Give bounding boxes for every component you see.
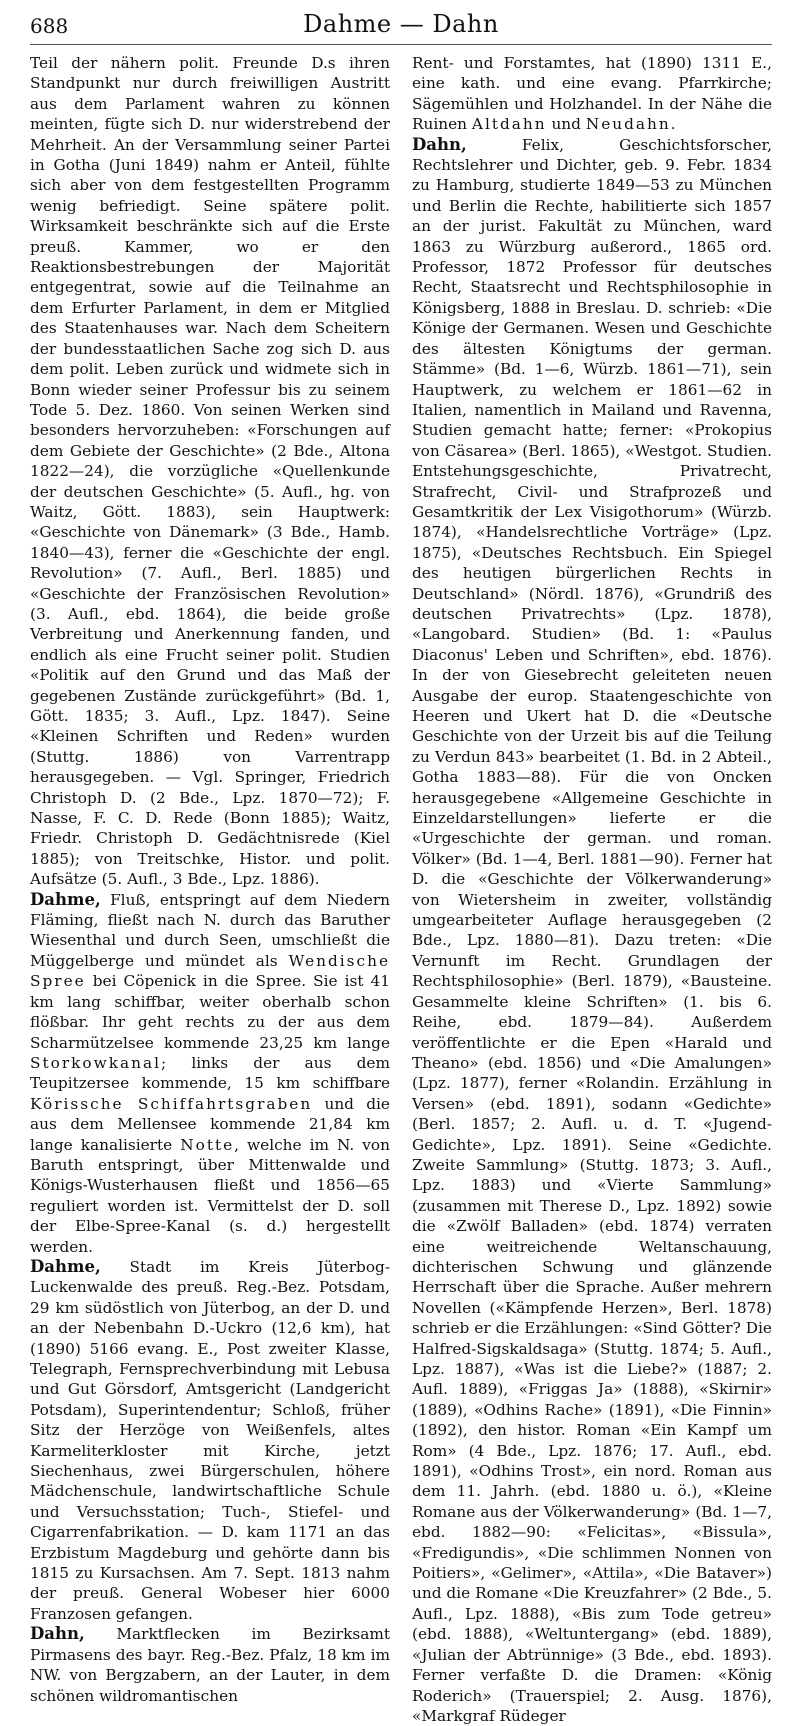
paragraph-continuation xyxy=(412,53,772,135)
spaced-term: Neudahn xyxy=(585,115,671,134)
running-title: Dahme — Dahn xyxy=(303,10,499,38)
spaced-term: Storkowkanal xyxy=(30,1053,161,1072)
headword: Dahme, xyxy=(30,889,101,909)
entry-text: Felix, Geschichtsforscher, Rechtslehrer und Dichter, geb. 9. Febr. 1834 zu Hamburg, studierte 1849—53 zu München und Berlin die Rechte, habilitierte sich 1857 an der jurist. Fakultät zu München, ward 1863 zu Würzburg außerord., 1865 ord. Professor, 1872 Professor für deutsches Recht, Staatsrecht und Rechtsphilosophie in Königsberg, 1888 in Breslau. D. schrieb: «Die Könige der Germanen. Wesen und Geschichte des ältesten Königtums der german. Stämme» (Bd. 1—6, Würzb. 1861—71), sein Hauptwerk, zu welchem er 1861—62 in Italien, namentlich in Mailand und Ravenna, Studien gemacht hatte; ferner: «Prokopius von Cäsarea» (Berl. 1865), «Westgot. Studien. Entstehungsgeschichte, Privatrecht, Strafrecht, Civil- und Strafprozeß und Gesamtkritik der Lex Visigothorum» (Würzb. 1874), «Handelsrechtliche Vorträge» (Lpz. 1875), «Deutsches Rechtsbuch. Ein Spiegel des heutigen bürgerlichen Rechts in Deutschland» (Nördl. 1876), «Grundriß des deutschen Privatrechts» (Lpz. 1878), «Langobard. Studien» (Bd. 1: «Paulus Diaconus' Leben und Schriften», ebd. 1876). In der von Giesebrecht geleiteten neuen Ausgabe der europ. Staatengeschichte von Heeren und Ukert hat D. die «Deutsche Geschichte von der Urzeit bis auf die Teilung zu Verdun 843» bearbeitet (1. Bd. in 2 Abteil., Gotha 1883—88). Für die von Oncken herausgegebene «Allgemeine Geschichte in Einzeldarstellungen» lieferte er die «Urgeschichte der german. und roman. Völker» (Bd. 1—4, Berl. 1881—90). Ferner hat D. die «Geschichte der Völkerwanderung» von Wietersheim in zweiter, vollständig umgearbeiteter Auflage herausgegeben (2 Bde., Lpz. 1880—81). Dazu treten: «Die Vernunft im Recht. Grundlagen der Rechtsphilosophie» (Berl. 1879), «Bausteine. Gesammelte kleine Schriften» (1. bis 6. Reihe, ebd. 1879—84). Außerdem veröffentlichte er die Epen «Harald und Theano» (ebd. 1856) und «Die Amalungen» (Lpz. 1877), ferner «Rolandin. Erzählung in Versen» (ebd. 1891), sodann «Gedichte» (Berl. 1857; 2. Aufl. u. d. T. «Jugend-Gedichte», Lpz. 1891). Seine «Gedichte. Zweite Sammlung» (Stuttg. 1873; 3. Aufl., Lpz. 1883) und «Vierte Sammlung» (zusammen mit Therese D., Lpz. 1892) sowie die «Zwölf Balladen» (ebd. 1874) verraten eine weitreichende Weltanschauung, dichterischen Schwung und glänzende Herrschaft über die Sprache. Außer mehrern Novellen («Kämpfende Herzen», Berl. 1878) schrieb er die Erzählungen: «Sind Götter? Die Halfred-Sigskaldsaga» (Stuttg. 1874; 5. Aufl., Lpz. 1887), «Was ist die Liebe?» (1887; 2. Aufl. 1889), «Friggas Ja» (1888), «Skirnir» (1889), «Odhins Rache» (1891), «Die Finnin» (1892), den histor. Roman «Ein Kampf um Rom» (4 Bde., Lpz. 1876; 17. Aufl., ebd. 1891), «Odhins Trost», ein nord. Roman aus dem 11. Jahrh. (ebd. 1880 u. ö.), «Kleine Romane aus der Völkerwanderung» (Bd. 1—7, ebd. 1882—90: «Felicitas», «Bissula», «Fredigundis», «Die schlimmen Nonnen von Poitiers», «Gelimer», «Attila», «Die Bataver») und die Romane «Die Kreuzfahrer» (2 Bde., 5. Aufl., Lpz. 1888), «Bis zum Tode getreu» (ebd. 1888), «Weltuntergang» (ebd. 1889), «Julian der Abtrünnige» (3 Bde., ebd. 1893). Ferner verfaßte D. die Dramen: «König Roderich» (Trauerspiel; 2. Ausg. 1876), «Markgraf Rüdeger xyxy=(412,135,772,1725)
entry-text: und xyxy=(546,115,586,134)
entry-text: Marktflecken im Bezirksamt Pirmasens des bayr. Reg.-Bez. Pfalz, 18 km im NW. von Bergzabern, an der Lauter, in dem schönen wildromantischen xyxy=(30,1625,390,1705)
left-column xyxy=(30,53,390,1726)
right-column xyxy=(412,53,772,1726)
entry-text: bei Cöpenick in die Spree. Sie ist 41 km lang schiffbar, weiter oberhalb schon flößbar. Ihr geht rechts zu der aus dem Scharmützelsee kommende 23,25 km lange xyxy=(30,972,390,1052)
entry-text: Stadt im Kreis Jüterbog-Luckenwalde des preuß. Reg.-Bez. Potsdam, 29 km südöstlich von Jüterbog, an der D. und an der Nebenbahn D.-Uckro (12,6 km), hat (1890) 5166 evang. E., Post zweiter Klasse, Telegraph, Fernsprechverbindung mit Lebusa und Gut Görsdorf, Amtsgericht (Landgericht Potsdam), Superintendentur; Schloß, früher Sitz der Herzöge von Weißenfels, altes Karmeliterkloster mit Kirche, jetzt Siechenhaus, zwei Bürgerschulen, höhere Mädchenschule, landwirtschaftliche Schule und Versuchsstation; Tuch-, Stiefel- und Cigarrenfabrikation. — D. kam 1171 an das Erzbistum Magdeburg und gehörte dann bis 1815 zu Kursachsen. Am 7. Sept. 1813 nahm der preuß. General Wobeser hier 6000 Franzosen gefangen. xyxy=(30,1257,390,1623)
spaced-term: Körissche Schiffahrtsgraben xyxy=(30,1094,313,1113)
spaced-term: Altdahn xyxy=(471,115,547,134)
headword: Dahme, xyxy=(30,1256,101,1276)
entry-text: ; links der aus dem Teupitzersee kommende, 15 km schiffbare xyxy=(30,1053,390,1093)
entry-dahn-felix xyxy=(412,135,772,1726)
entry-text: Fluß, entspringt auf dem Niedern Fläming, fließt nach N. durch das Baruther Wiesenthal und durch Seen, umschließt die Müggelberge und mündet als xyxy=(30,890,390,970)
spaced-term: Notte xyxy=(180,1135,235,1154)
headword: Dahn, xyxy=(412,134,467,154)
entry-dahme-river xyxy=(30,890,390,1257)
spaced-term: Wendische Spree xyxy=(30,951,390,991)
entry-dahn-market xyxy=(30,1624,390,1706)
entry-text: Rent- und Forstamtes, hat (1890) 1311 E., eine kath. und eine evang. Pfarrkirche; Sägemühlen und Holzhandel. In der Nähe die Ruinen xyxy=(412,54,772,134)
entry-text: . xyxy=(670,115,676,134)
entry-dahme-town xyxy=(30,1257,390,1624)
page-number: 688 xyxy=(30,14,69,38)
text-columns xyxy=(30,53,772,1726)
paragraph-continuation: Teil der nähern polit. Freunde D.s ihren Standpunkt nur durch freiwilligen Austritt aus dem Parlament wahren zu können meinten, fügte sich D. nur widerstrebend der Mehrheit. An der Versammlung seiner Partei in Gotha (Juni 1849) nahm er Anteil, fühlte sich aber von dem festgestellten Programm wenig befriedigt. Seine spätere polit. Wirksamkeit beschränkte sich auf die Erste preuß. Kammer, wo er den Reaktionsbestrebungen der Majorität entgegentrat, sowie auf die Teilnahme an dem Erfurter Parlament, in dem er Mitglied des Staatenhauses war. Nach dem Scheitern der bundesstaatlichen Sache zog sich D. aus dem polit. Leben zurück und widmete sich in Bonn wieder seiner Professur bis zu seinem Tode 5. Dez. 1860. Von seinen Werken sind besonders hervorzuheben: «Forschungen auf dem Gebiete der Geschichte» (2 Bde., Altona 1822—24), die vorzügliche «Quellenkunde der deutschen Geschichte» (5. Aufl., hg. von Waitz, Gött. 1883), sein Hauptwerk: «Geschichte von Dänemark» (3 Bde., Hamb. 1840—43), ferner die «Geschichte der engl. Revolution» (7. Aufl., Berl. 1885) und «Geschichte der Französischen Revolution» (3. Aufl., ebd. 1864), die beide große Verbreitung und Anerkennung fanden, und endlich als eine Frucht seiner polit. Studien «Politik auf den Grund und das Maß der gegebenen Zustände zurückgeführt» (Bd. 1, Gött. 1835; 3. Aufl., Lpz. 1847). Seine «Kleinen Schriften und Reden» wurden (Stuttg. 1886) von Varrentrapp herausgegeben. — Vgl. Springer, Friedrich Christoph D. (2 Bde., Lpz. 1870—72); F. Nasse, F. C. D. Rede (Bonn 1885); Waitz, Friedr. Christoph D. Gedächtnisrede (Kiel 1885); von Treitschke, Histor. und polit. Aufsätze (5. Aufl., 3 Bde., Lpz. 1886). xyxy=(30,54,390,889)
entry-text: und die aus dem Mellensee kommende 21,84 km lange kanalisierte xyxy=(30,1094,390,1154)
page-header xyxy=(30,8,772,45)
headword: Dahn, xyxy=(30,1624,85,1644)
entry-text: , welche im N. von Baruth entspringt, über Mittenwalde und Königs-Wusterhausen fließt und 1856—65 reguliert worden ist. Vermittelst der D. soll der Elbe-Spree-Kanal (s. d.) hergestellt werden. xyxy=(30,1135,390,1256)
